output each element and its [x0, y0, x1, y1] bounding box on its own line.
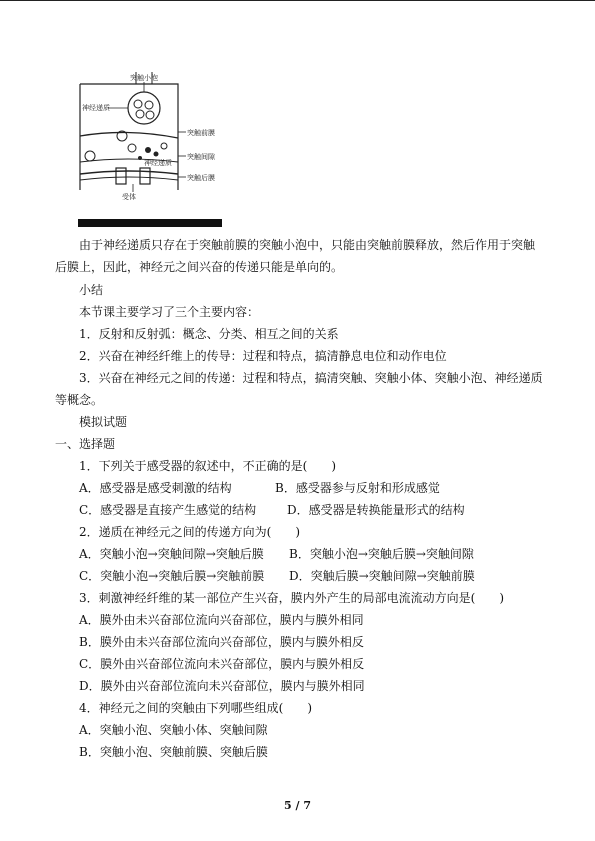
question-stem: 1．下列关于感受器的叙述中，不正确的是( )	[79, 459, 336, 473]
label-presynaptic: 突触前膜	[187, 129, 215, 137]
label-cleft: 突触间隙	[187, 153, 215, 161]
section-heading-mock-test: 模拟试题	[79, 415, 128, 429]
label-transmitter: 神经递质	[82, 104, 110, 112]
option-row	[55, 502, 579, 518]
question-stem: 3．刺激神经纤维的某一部位产生兴奋，膜内外产生的局部电流流动方向是( )	[79, 591, 505, 605]
label-vesicle: 突触小泡	[130, 74, 158, 82]
label-postsynaptic: 突触后膜	[187, 174, 215, 182]
option: A．感受器是感受刺激的结构	[79, 481, 232, 495]
option: B．膜外由未兴奋部位流向兴奋部位，膜内与膜外相反	[79, 635, 364, 649]
question-stem: 2．递质在神经元之间的传递方向为( )	[79, 525, 300, 539]
option: A．突触小泡、突触小体、突触间隙	[79, 723, 268, 737]
option-row	[55, 480, 579, 496]
paragraph-line: 本节课主要学习了三个主要内容：	[79, 305, 260, 319]
option: D．突触后膜→突触间隙→突触前膜	[289, 569, 475, 583]
option: B．突触小泡、突触前膜、突触后膜	[79, 745, 268, 759]
top-rule	[0, 0, 595, 1]
summary-item-continued: 等概念。	[55, 393, 104, 407]
page-number: 5 / 7	[284, 799, 311, 812]
summary-item: 3．兴奋在神经元之间的传递：过程和特点，搞清突触、突触小体、突触小泡、神经递质	[79, 371, 543, 385]
synapse-diagram	[78, 70, 222, 228]
summary-item: 1．反射和反射弧：概念、分类、相互之间的关系	[79, 327, 339, 341]
question-stem: 4．神经元之间的突触由下列哪些组成( )	[79, 701, 312, 715]
option: A．膜外由未兴奋部位流向兴奋部位，膜内与膜外相同	[79, 613, 364, 627]
option: D．感受器是转换能量形式的结构	[287, 503, 465, 517]
option: C．膜外由兴奋部位流向未兴奋部位，膜内与膜外相反	[79, 657, 365, 671]
label-transmitter-small: 神经递质	[144, 159, 172, 167]
summary-item: 2．兴奋在神经纤维上的传导：过程和特点，搞清静息电位和动作电位	[79, 349, 447, 363]
option: C．感受器是直接产生感觉的结构	[79, 503, 257, 517]
option: C．突触小泡→突触后膜→突触前膜	[79, 569, 265, 583]
section-heading-summary: 小结	[79, 283, 104, 297]
option-row	[55, 546, 579, 562]
option: D．膜外由兴奋部位流向未兴奋部位，膜内与膜外相同	[79, 679, 365, 693]
option: A．突触小泡→突触间隙→突触后膜	[79, 547, 264, 561]
paragraph-line: 后膜上，因此，神经元之间兴奋的传递只能是单向的。	[55, 260, 344, 274]
paragraph-line: 由于神经递质只存在于突触前膜的突触小泡中，只能由突触前膜释放，然后作用于突触	[79, 238, 536, 252]
label-receptor: 受体	[122, 193, 136, 201]
section-heading-choice: 一、选择题	[55, 437, 116, 451]
option: B．突触小泡→突触后膜→突触间隙	[289, 547, 474, 561]
option-row	[55, 568, 579, 584]
option: B．感受器参与反射和形成感觉	[275, 481, 440, 495]
